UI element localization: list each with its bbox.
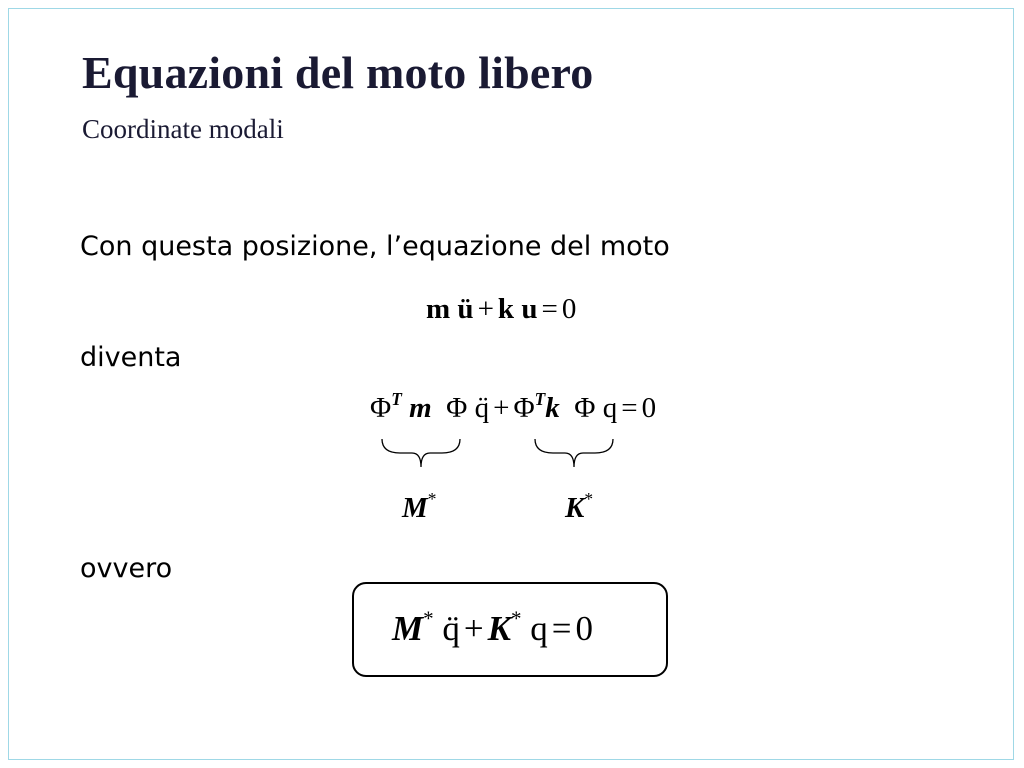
modal-mass-symbol: M [402, 492, 428, 524]
eq3-q: q [530, 609, 548, 648]
equation-modal-expanded [370, 388, 657, 425]
modal-stiffness-star: * [584, 488, 594, 509]
eq2-plus: + [493, 392, 510, 424]
eq2-transpose-1: T [391, 388, 402, 409]
intro-text: Con questa posizione, l’equazione del moto [80, 231, 670, 262]
eq2-q-ddot: q̈ [474, 392, 490, 424]
slide-title: Equazioni del moto libero [82, 47, 594, 98]
eq1-k: k [497, 293, 515, 325]
eq2-phi-3: Φ [513, 392, 535, 424]
ovvero-text: ovvero [80, 553, 173, 584]
eq2-zero: 0 [641, 392, 657, 424]
modal-mass-label [402, 488, 437, 525]
eq1-u: u [521, 293, 538, 325]
underbrace-k [533, 437, 615, 471]
eq2-equals: = [621, 392, 638, 424]
eq2-phi-1: Φ [370, 392, 392, 424]
eq3-equals: = [551, 609, 572, 648]
eq3-q-ddot: q̈ [442, 609, 460, 648]
eq2-q: q [602, 392, 618, 424]
eq3-K: K [487, 609, 511, 648]
eq1-plus: + [477, 293, 494, 325]
diventa-text: diventa [80, 342, 182, 373]
eq3-M: M [392, 609, 424, 648]
equation-physical [426, 293, 576, 326]
eq2-transpose-2: T [534, 388, 546, 409]
underbrace-m [380, 437, 462, 471]
eq3-star-1: * [423, 606, 434, 631]
slide-subtitle: Coordinate modali [82, 114, 284, 144]
modal-mass-star: * [427, 488, 437, 509]
eq3-star-2: * [510, 606, 522, 631]
eq3-zero: 0 [575, 609, 593, 648]
eq2-phi-4: Φ [574, 392, 596, 424]
equation-modal-result [392, 606, 593, 649]
eq1-zero: 0 [561, 293, 577, 325]
eq1-m: m [426, 293, 451, 325]
eq3-plus: + [463, 609, 484, 648]
modal-stiffness-symbol: K [565, 492, 585, 524]
modal-stiffness-label [565, 488, 594, 525]
eq1-equals: = [541, 293, 558, 325]
eq2-phi-2: Φ [446, 392, 468, 424]
eq1-u-ddot: ü [457, 293, 474, 325]
eq2-m: m [409, 392, 432, 424]
eq2-k: k [545, 392, 560, 424]
